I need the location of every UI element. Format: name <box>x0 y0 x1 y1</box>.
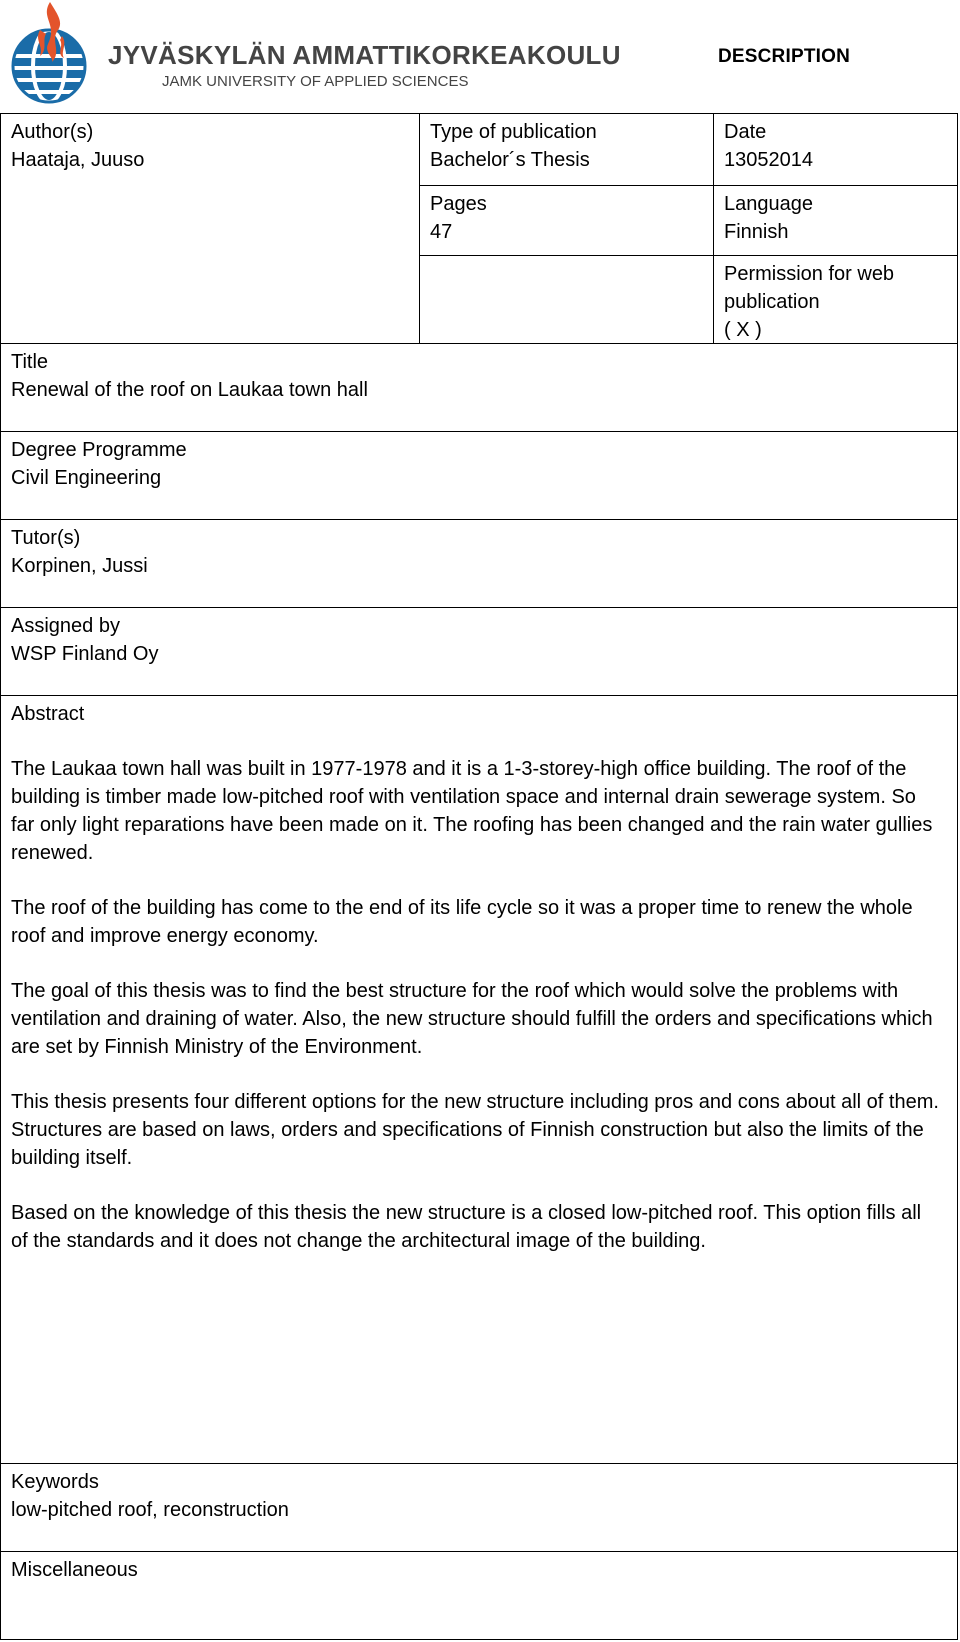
publication-type-value: Bachelor´s Thesis <box>430 149 590 171</box>
abstract-paragraph: The Laukaa town hall was built in 1977-1978 and it is a 1-3-storey-high office building. The roof of the building is timber made low-pitched roof with ventilation space and internal drain sewerage system. So far only light reparations have been made on it. The roofing has been changed and the rain water gullies renewed. <box>11 758 933 864</box>
jamk-logo <box>10 0 621 112</box>
logo-subname: JAMK UNIVERSITY OF APPLIED SCIENCES <box>162 73 469 90</box>
abstract-paragraph: The goal of this thesis was to find the best structure for the roof which would solve the problems with ventilation and draining of water. Also, the new structure should fulfill the orders and specifications which are set by Finnish Ministry of the Environment. <box>11 980 933 1058</box>
assigned-by-label: Assigned by <box>11 615 120 637</box>
author-cell <box>1 114 419 178</box>
publication-type-label: Type of publication <box>430 121 597 143</box>
author-label: Author(s) <box>11 121 94 143</box>
publication-type-cell <box>420 114 713 178</box>
keywords-value: low-pitched roof, reconstruction <box>11 1499 289 1521</box>
abstract-paragraph: Based on the knowledge of this thesis the new structure is a closed low-pitched roof. This option fills all of the standards and it does not change the architectural image of the building. <box>11 1202 922 1252</box>
assigned-by-value: WSP Finland Oy <box>11 643 159 665</box>
tutor-label: Tutor(s) <box>11 527 81 549</box>
assigned-by-cell <box>1 608 957 672</box>
date-cell <box>714 114 958 178</box>
globe-icon <box>13 30 85 102</box>
document-type: DESCRIPTION <box>717 46 850 67</box>
miscellaneous-cell <box>1 1552 957 1588</box>
miscellaneous-label: Miscellaneous <box>11 1559 138 1581</box>
language-cell <box>714 186 958 250</box>
pages-value: 47 <box>430 221 453 243</box>
keywords-label: Keywords <box>11 1471 99 1493</box>
tutor-cell <box>1 520 957 584</box>
permission-cell <box>714 256 958 348</box>
degree-programme-value: Civil Engineering <box>11 467 162 489</box>
abstract-paragraph: The roof of the building has come to the end of its life cycle so it was a proper time to renew the whole roof and improve energy economy. <box>11 897 913 947</box>
author-value: Haataja, Juuso <box>11 149 145 171</box>
keywords-cell <box>1 1464 957 1528</box>
language-value: Finnish <box>724 221 789 243</box>
title-label: Title <box>11 351 49 373</box>
language-label: Language <box>724 193 813 215</box>
title-cell <box>1 344 957 408</box>
title-value: Renewal of the roof on Laukaa town hall <box>11 379 368 401</box>
abstract-label: Abstract <box>11 703 85 725</box>
logo-name: JYVÄSKYLÄN AMMATTIKORKEAKOULU <box>108 40 621 70</box>
pages-cell <box>420 186 713 250</box>
permission-label-line1: Permission for web <box>724 263 895 285</box>
date-value: 13052014 <box>724 149 813 171</box>
permission-value: ( X ) <box>724 319 762 341</box>
abstract-cell <box>1 696 957 1286</box>
date-label: Date <box>724 121 767 143</box>
pages-label: Pages <box>430 193 487 215</box>
tutor-value: Korpinen, Jussi <box>11 555 148 577</box>
abstract-paragraph: This thesis presents four different options for the new structure including pros and cons about all of them. Structures are based on laws, orders and specifications of Finnish construction but also the limits of the building itself. <box>11 1091 939 1169</box>
degree-programme-cell <box>1 432 957 496</box>
description-form <box>0 113 958 1640</box>
degree-programme-label: Degree Programme <box>11 439 187 461</box>
permission-label-line2: publication <box>724 291 820 313</box>
